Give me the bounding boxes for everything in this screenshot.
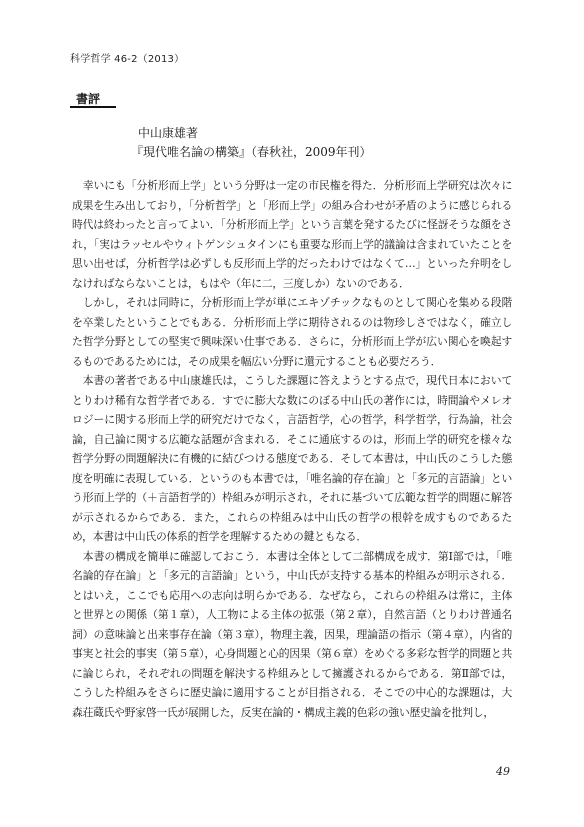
paragraph: しかし，それは同時に，分析形而上学が単にエキゾチックなものとして関心を集める段階を卒業したということでもある．分析形而上学に期待されるのは物珍しさではなく，確立した哲学分野としての堅実で興味深い仕事である．さらに，分析形而上学が広い関心を喚起するものであるためには，その成果を幅広い分野に還元することも必要だろう．: [72, 296, 512, 368]
section-label-review: 書評: [76, 92, 101, 106]
page-number: 49: [496, 765, 510, 778]
book-title: 『現代唯名論の構築』（春秋社，2009年刊）: [131, 145, 372, 159]
journal-running-header: 科学哲学 46-2（2013）: [70, 54, 185, 65]
book-author: 中山康雄著: [138, 126, 199, 140]
paragraph: 本書の著者である中山康雄氏は，こうした課題に答えようとする点で，現代日本においてとりわけ稀有な哲学者である．すでに膨大な数にのぼる中山氏の著作には，時間論やメレオロジーに関する形而上学的研究だけでなく，言語哲学，心の哲学，科学哲学，行為論，社会論，自己論に関する広範な話題が含まれる．そこに通底するのは，形而上学的研究を様々な哲学分野の問題解決に有機的に結びつける態度である．そして本書は，中山氏のこうした態度を明確に表現している．というのも本書では，「唯名論的存在論」と「多元的言語論」という形而上学的（＋言語哲学的）枠組みが明示され，それに基づいて広範な哲学的問題に解答が示されるからである．また，これらの枠組みは中山氏の哲学の根幹を成すものであるため，本書は中山氏の体系的哲学を理解するための鍵ともなる．: [72, 374, 512, 543]
paragraph: 本書の構成を簡単に確認しておこう．本書は全体として二部構成を成す．第Ⅰ部では，「唯名論的存在論」と「多元的言語論」という，中山氏が支持する基本的枠組みが明示される．とはいえ，ここでも応用への志向は明らかである．なぜなら，これらの枠組みは常に，主体と世界との関係（第１章），人工物による主体の拡張（第２章），自然言語（とりわけ普通名詞）の意味論と出来事存在論（第３章），物理主義，因果，理論語の指示（第４章），内省的事実と社会的事実（第５章），心身問題と心的因果（第６章）をめぐる多彩な哲学的問題と共に論じられ，それぞれの問題を解決する枠組みとして擁護されるからである．第Ⅱ部では，こうした枠組みをさらに歴史論に適用することが目指される．そこでの中心的な課題は，大森荘蔵氏や野家啓一氏が展開した，反実在論的・構成主義的色彩の強い歴史論を批判し，: [72, 549, 512, 719]
section-underline: [70, 106, 116, 108]
paragraph: 幸いにも「分析形而上学」という分野は一定の市民権を得た．分析形而上学研究は次々に成果を生み出しており，「分析哲学」と「形而上学」の組み合わせが矛盾のように感じられる時代は終わったと言ってよい．「分析形而上学」という言葉を発するたびに怪訝そうな顔をされ，「実はラッセルやウィトゲンシュタインにも重要な形而上学的議論は含まれていたことを思い出せば，分析哲学は必ずしも反形而上学的だったわけではなくて…」といった弁明をしなければならないことは，もはや（年に二，三度しか）ないのである．: [72, 179, 512, 290]
review-body: [72, 176, 512, 722]
